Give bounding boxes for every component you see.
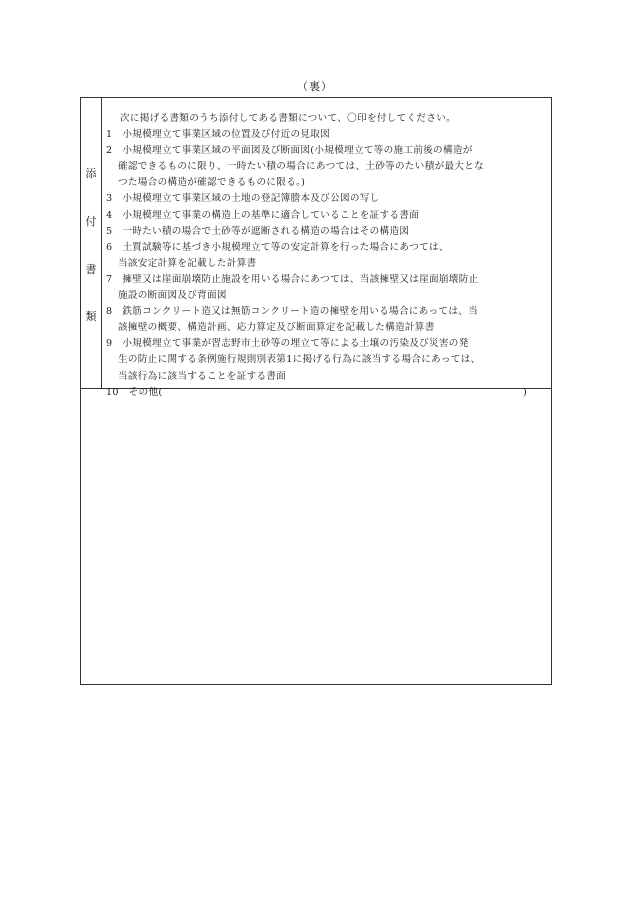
- list-item: [106, 304, 546, 320]
- item-continuation: 当該安定計算を記載した計算書: [118, 257, 257, 269]
- section-label-char: 書: [85, 263, 97, 276]
- other-label: その他(: [128, 386, 163, 398]
- section-label-column: [81, 98, 102, 388]
- item-number: 7: [106, 273, 113, 285]
- list-item: [106, 272, 546, 288]
- item-number: 8: [106, 306, 113, 318]
- list-item: [106, 143, 546, 159]
- list-item: [106, 240, 546, 256]
- list-item: [106, 224, 546, 240]
- attachment-form: [80, 97, 552, 685]
- item-number: 6: [106, 241, 113, 253]
- item-continuation: つた場合の構造が確認できるものに限る。): [118, 177, 306, 189]
- item-number: 10: [106, 386, 119, 398]
- list-item: [106, 127, 546, 143]
- item-text: 小規模埋立て事業の構造上の基準に適合していることを証する書面: [122, 209, 420, 221]
- list-item: [106, 336, 546, 352]
- intro-text: 次に掲げる書類のうち添付してある書類について、〇印を付してください。: [120, 113, 457, 124]
- section-label-char: 添: [85, 167, 97, 180]
- attachments-section: [81, 98, 551, 398]
- attachments-list: [106, 111, 546, 401]
- item-text: 擁壁又は崖面崩壊防止施設を用いる場合にあつては、当該擁壁又は崖面崩壊防止: [122, 273, 479, 285]
- item-continuation: 該擁壁の概要、構造計画、応力算定及び断面算定を記載した構造計算書: [118, 322, 435, 334]
- item-text: 一時たい積の場合で土砂等が遮断される構造の場合はその構造図: [122, 225, 410, 237]
- list-item: [106, 208, 546, 224]
- item-text: 小規模埋立て事業区域の土地の登記簿謄本及び公図の写し: [122, 193, 380, 205]
- item-text: 土質試験等に基づき小規模埋立て等の安定計算を行った場合にあつては、: [122, 241, 449, 253]
- notes-blank-area[interactable]: [81, 386, 551, 684]
- item-text: 鉄筋コンクリート造又は無筋コンクリート造の擁壁を用いる場合にあっては、当: [122, 306, 479, 318]
- item-number: 1: [106, 129, 113, 141]
- item-continuation: 当該行為に該当することを証する書面: [118, 370, 287, 382]
- item-text: 小規模埋立て事業区域の平面図及び断面図(小規模埋立て等の施工前後の構造が: [122, 145, 473, 157]
- list-item: [106, 191, 546, 207]
- item-number: 4: [106, 209, 113, 221]
- item-text: 小規模埋立て事業が習志野市土砂等の埋立て等による土壌の汚染及び災害の発: [122, 338, 469, 350]
- section-label-char: 類: [85, 310, 97, 323]
- item-number: 2: [106, 145, 113, 157]
- item-number: 9: [106, 338, 113, 350]
- item-continuation: 確認できるものに限り、一時たい積の場合にあつては、土砂等のたい積が最大とな: [118, 161, 485, 173]
- page-heading: （裏）: [297, 80, 333, 93]
- item-text: 小規模埋立て事業区域の位置及び付近の見取図: [122, 129, 331, 141]
- other-close-paren: ): [523, 386, 528, 398]
- item-continuation: 施設の断面図及び背面図: [118, 290, 227, 302]
- section-label-char: 付: [85, 215, 97, 228]
- item-number: 3: [106, 193, 113, 205]
- item-continuation: 生の防止に関する条例施行規則別表第1に掲げる行為に該当する場合にあっては、: [118, 354, 481, 366]
- item-number: 5: [106, 225, 113, 237]
